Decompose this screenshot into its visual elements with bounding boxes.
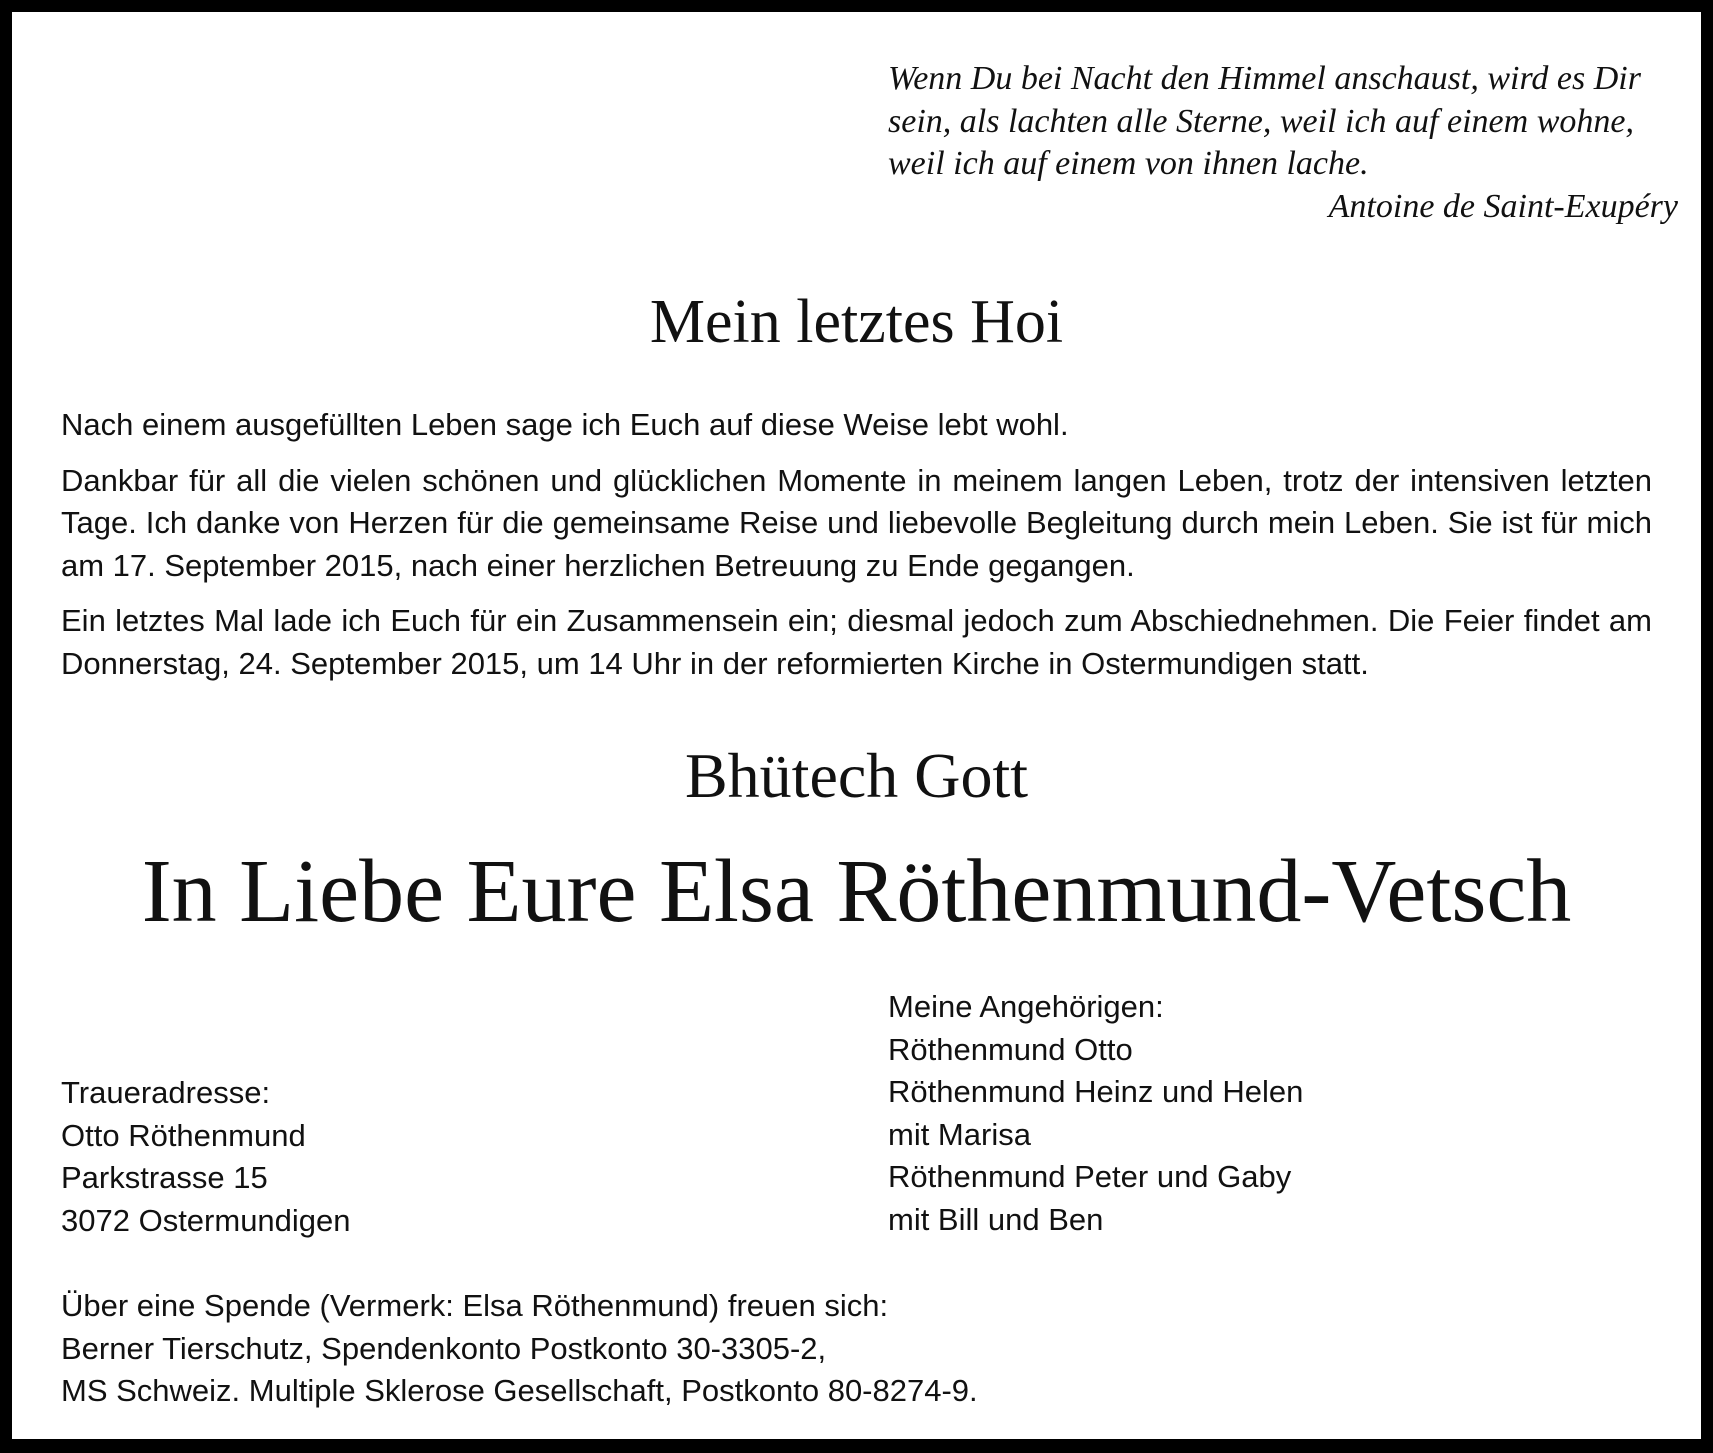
paragraph: Nach einem ausgefüllten Leben sage ich Euch auf diese Weise lebt wohl. [61,407,1069,442]
paragraph: Dankbar für all die vielen schönen und glücklichen Momente in meinem langen Leben, trotz der intensiven letzten Tage. Ich danke von Herzen für die gemeinsame Reise und liebevolle Begleitung durch mein Leben. Sie ist für mich am 17. September 2015, nach einer herzlichen Betreuung zu Ende gegangen. [61,462,1652,583]
donation-line: Über eine Spende (Vermerk: Elsa Röthenmund) freuen sich: [61,1288,889,1323]
relative-item: Röthenmund Heinz und Helen [888,1074,1304,1110]
address-label: Traueradresse: [61,1075,271,1110]
page-title: Mein letztes Hoi [649,288,1064,356]
farewell-heading: Bhütech Gott [684,740,1029,811]
obituary-sheet [12,12,1701,1439]
obituary-text [61,404,1652,699]
donation-line: MS Schweiz. Multiple Sklerose Gesellschaft, Postkonto 80-8274-9. [61,1373,978,1409]
relative-item: mit Marisa [888,1116,1031,1152]
address-line: 3072 Ostermundigen [61,1202,351,1238]
address-line: Parkstrasse 15 [61,1160,268,1196]
mourning-address [61,1072,351,1242]
donation-info [61,1285,978,1413]
quote-line: sein, als lachten alle Sterne, weil ich auf einem wohne, [888,102,1634,140]
donation-line: Berner Tierschutz, Spendenkonto Postkonto 30-3305-2, [61,1330,827,1366]
signature-heading: In Liebe Eure Elsa Röthenmund-Vetsch [141,842,1572,941]
quote-line: weil ich auf einem von ihnen lache. [888,145,1369,183]
relative-item: mit Bill und Ben [888,1201,1104,1237]
relative-item: Röthenmund Peter und Gaby [888,1159,1292,1195]
quote-author: Antoine de Saint-Exupéry [1328,187,1678,225]
relatives-list [888,986,1303,1242]
epigraph-quote [888,58,1678,228]
paragraph: Ein letztes Mal lade ich Euch für ein Zusammensein ein; diesmal jedoch zum Abschiednehmen. Die Feier findet am Donnerstag, 24. September 2015, um 14 Uhr in der reformierten Kirche in Ostermundigen statt. [61,603,1652,681]
relatives-label: Meine Angehörigen: [888,989,1164,1024]
quote-line: Wenn Du bei Nacht den Himmel anschaust, wird es Dir [888,60,1641,97]
address-line: Otto Röthenmund [61,1117,306,1153]
relative-item: Röthenmund Otto [888,1031,1133,1067]
